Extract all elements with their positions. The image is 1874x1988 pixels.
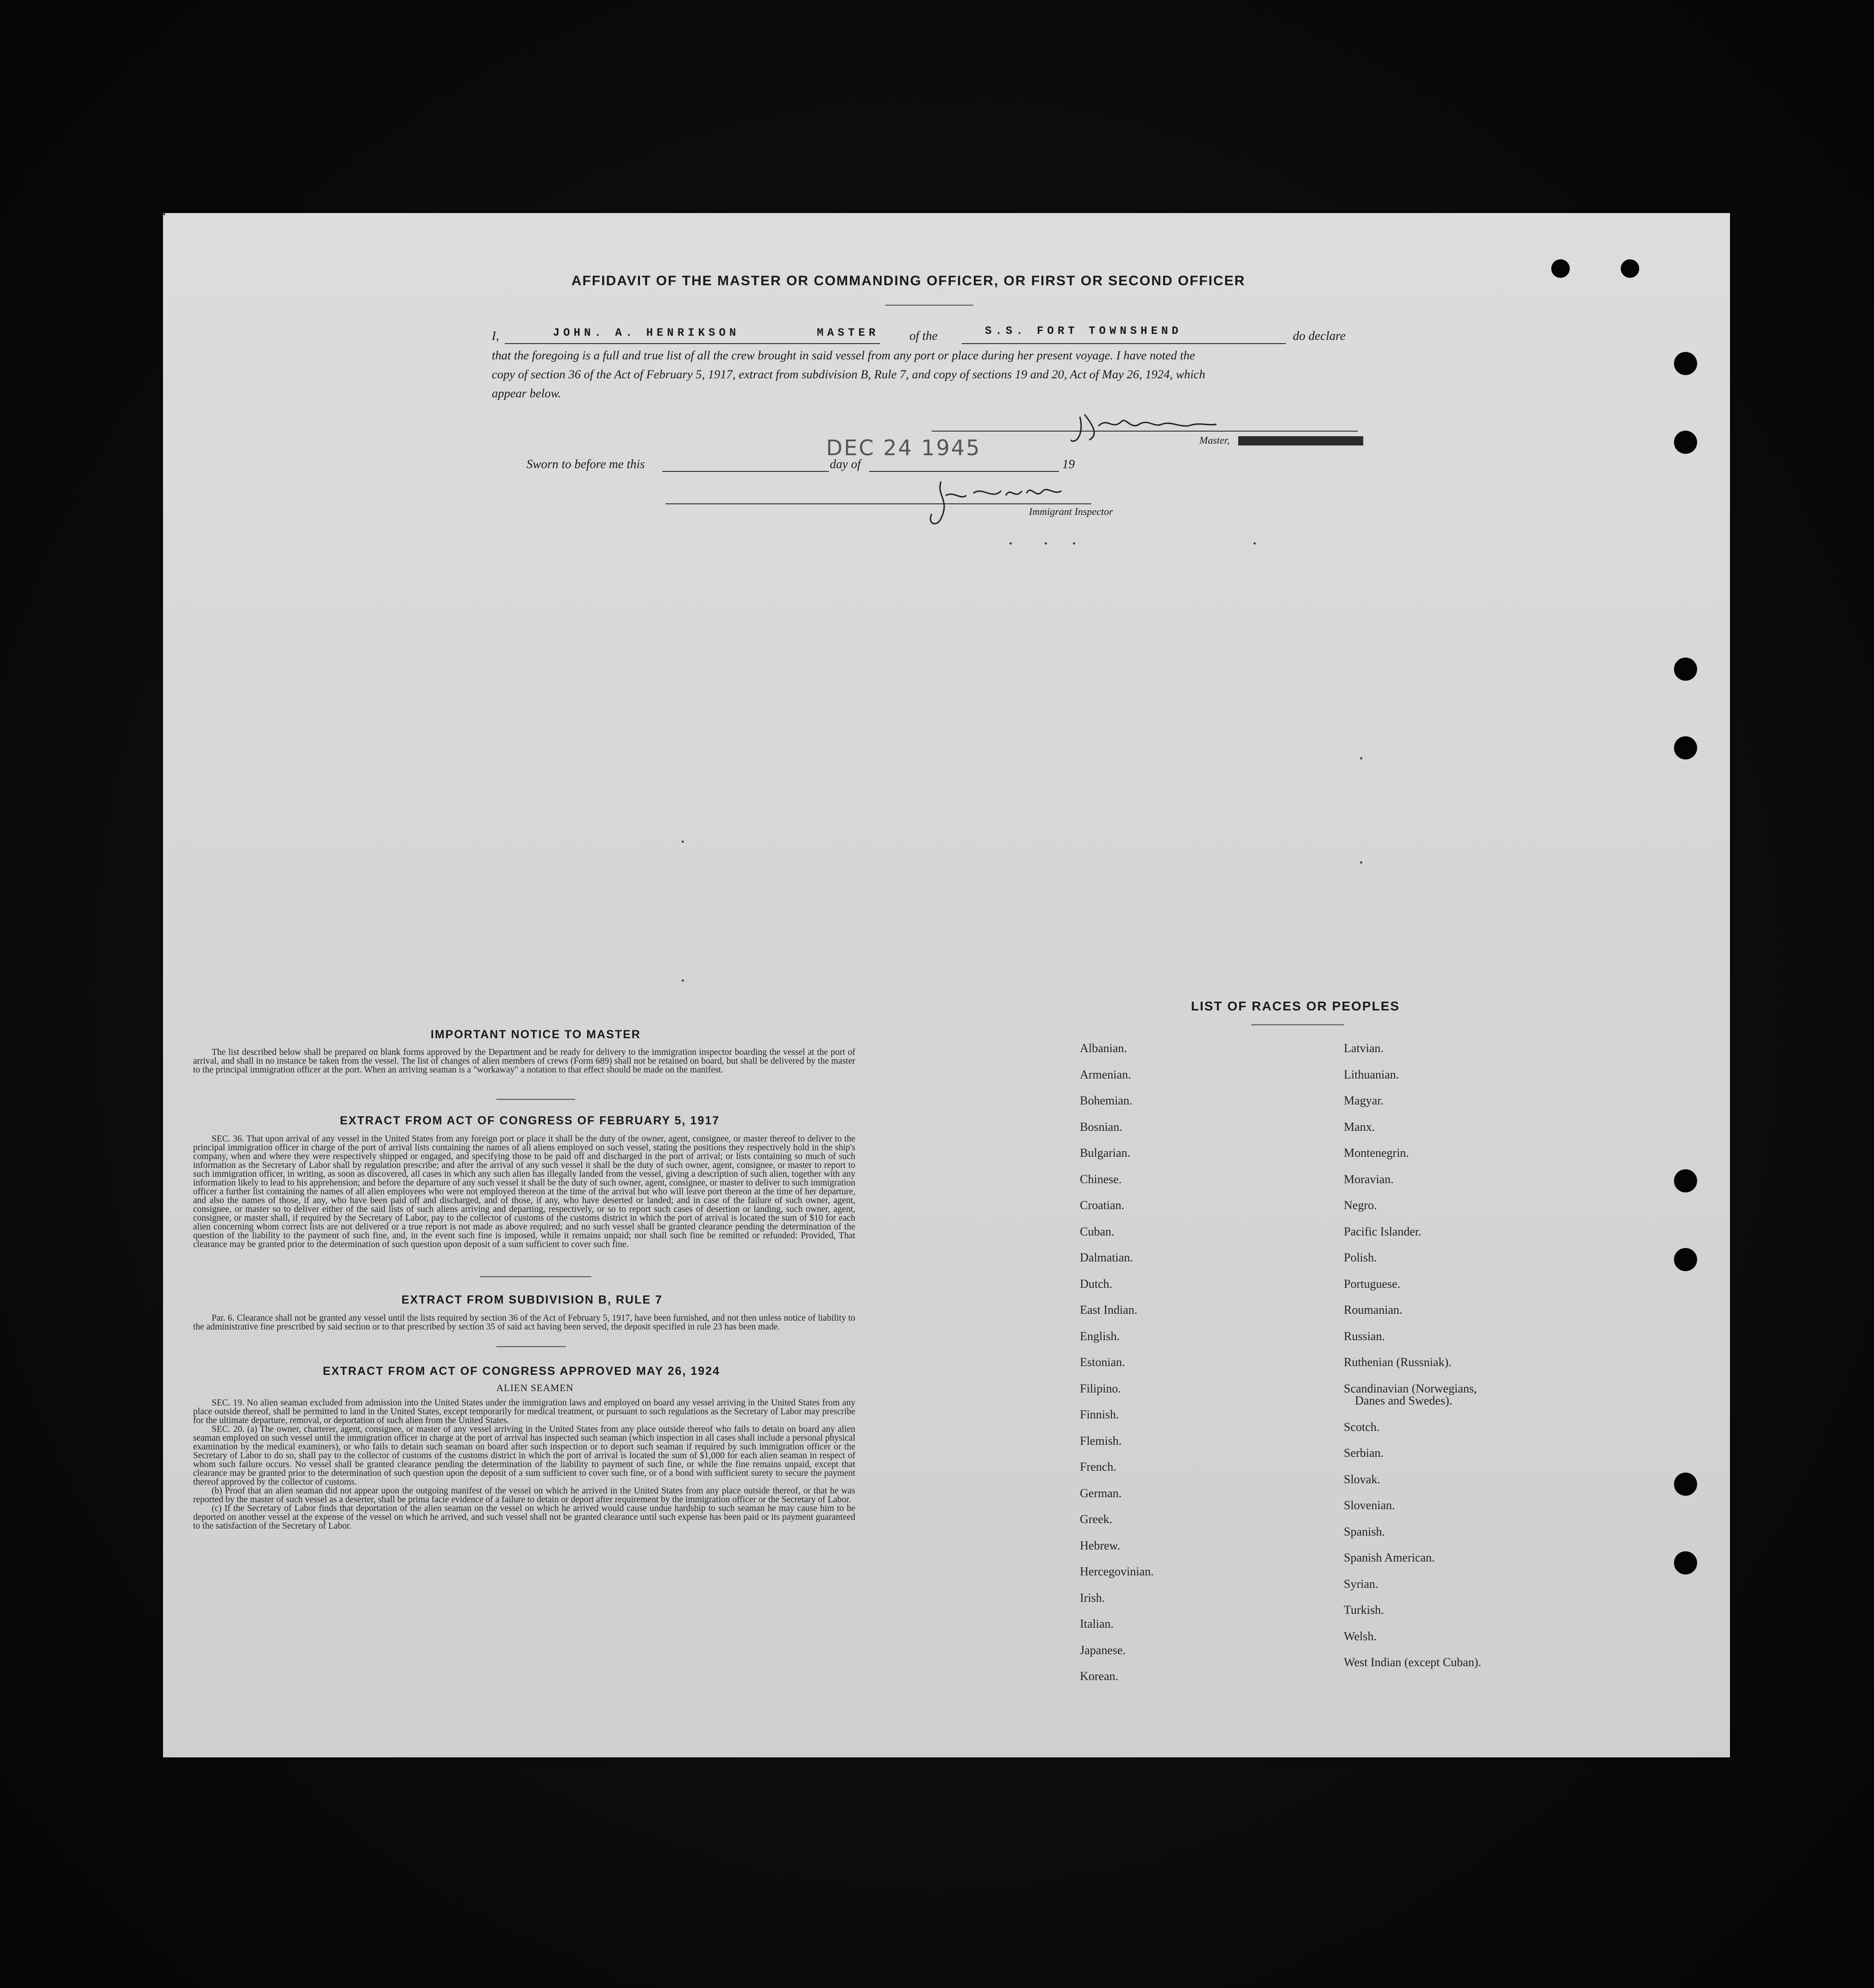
sec20a-paragraph: SEC. 20. (a) The owner, charterer, agent, consignee, or master of any vessel arriving in the United States from any place outside thereof who fails to detain on board any alien seaman employed on such vessel until the immigration officer in charge at the port of arrival has inspected such seaman (which inspection in all cases shall include a personal physical examination by the medical examiners), or who fails to detain such seaman on board after such inspection or to deport such seaman if required by such immigration officer or the Secretary of Labor to do so, shall pay to the collector of customs of the customs district in which the port of arrival is located the sum of $1,000 for each alien seaman in respect of whom such failure occurs. No vessel shall be granted clearance pending the determination of the liability to payment of such fine, or while the fine remains unpaid, except that clearance may be granted prior to the determination of such question upon the deposit of a sum sufficient to cover such fine, or of a bond with sufficient surety to secure the payment thereof approved by the collector of customs. — [193, 1424, 855, 1487]
notice-title: IMPORTANT NOTICE TO MASTER — [431, 1028, 641, 1041]
sec19-paragraph: SEC. 19. No alien seaman excluded from admission into the United States under the immigration laws and employed on board any vessel arriving in the United States from any place outside thereof, shall be permitted to land in the United States, except temporarily for medical treatment, or pursuant to such regulations as the Secretary of Labor may prescribe for the ultimate departure, removal, or deportation of such alien from the United States. — [193, 1398, 855, 1425]
divider — [1251, 1024, 1344, 1025]
race-item: Hebrew. — [1080, 1538, 1121, 1552]
race-item: Finnish. — [1080, 1408, 1119, 1421]
extract-1924-text — [193, 1398, 855, 1530]
race-item: Bosnian. — [1080, 1120, 1122, 1134]
rule7-paragraph: Par. 6. Clearance shall not be granted any vessel until the lists required by section 36 of the Act of February 5, 1917, have been furnished, and not then unless notice of liability to the administrative fine prescribed by said section or to that prescribed by section 35 of said act having been served, the deposit specified in rule 23 has been made. — [193, 1313, 855, 1332]
race-item: Japanese. — [1080, 1643, 1126, 1657]
race-item: Estonian. — [1080, 1355, 1125, 1369]
speck — [1360, 757, 1362, 759]
master-signature — [1071, 408, 1219, 449]
speck — [682, 840, 684, 843]
race-item: Croatian. — [1080, 1198, 1125, 1212]
vessel-line — [962, 343, 1286, 344]
race-item: English. — [1080, 1329, 1120, 1343]
sworn-day: day of — [830, 457, 861, 471]
race-item: Polish. — [1344, 1251, 1377, 1264]
races-title: LIST OF RACES OR PEOPLES — [1191, 999, 1400, 1013]
document-page — [163, 213, 1730, 1757]
race-item: Korean. — [1080, 1669, 1119, 1683]
race-item: Welsh. — [1344, 1629, 1377, 1643]
sworn-prefix: Sworn to before me this — [526, 457, 645, 471]
punch-hole — [1674, 1248, 1697, 1271]
extract-1917-text — [193, 1135, 855, 1249]
race-item: Hercegovinian. — [1080, 1565, 1154, 1578]
notice-paragraph: The list described below shall be prepared on blank forms approved by the Department and be ready for delivery to the immigration inspector boarding the vessel at the port of arrival, and shall in no instance be taken from the vessel. The list of changes of alien members of crews (Form 689) shall not be retained on board, but shall be delivered by the master to the principal immigration officer at the port. When an arriving seaman is a "workaway" a notation to that effect should be made on the manifest. — [193, 1047, 855, 1075]
race-item: Bohemian. — [1080, 1094, 1133, 1107]
race-item: Latvian. — [1344, 1041, 1384, 1055]
race-item: Spanish American. — [1344, 1551, 1435, 1564]
race-item: Lithuanian. — [1344, 1067, 1399, 1081]
punch-hole — [1621, 259, 1639, 278]
race-item: Danes and Swedes). — [1355, 1394, 1453, 1407]
extract-1917-title: EXTRACT FROM ACT OF CONGRESS OF FEBRUARY 5, 1917 — [340, 1114, 720, 1127]
race-item: Manx. — [1344, 1120, 1375, 1134]
race-item: Scotch. — [1344, 1420, 1380, 1434]
race-item: Turkish. — [1344, 1603, 1384, 1617]
race-item: Montenegrin. — [1344, 1146, 1409, 1160]
race-item: Albanian. — [1080, 1041, 1127, 1055]
race-item: Slovak. — [1344, 1472, 1380, 1486]
race-item: Italian. — [1080, 1617, 1114, 1631]
struck-out-text — [1238, 436, 1363, 445]
race-item: Serbian. — [1344, 1446, 1384, 1460]
race-item: Spanish. — [1344, 1524, 1385, 1538]
race-item: Magyar. — [1344, 1094, 1384, 1107]
race-item: Ruthenian (Russniak). — [1344, 1355, 1452, 1369]
race-item: Russian. — [1344, 1329, 1385, 1343]
race-item: Chinese. — [1080, 1172, 1122, 1186]
date-stamp: DEC 24 1945 — [826, 435, 981, 460]
speck — [682, 979, 684, 982]
punch-hole — [1674, 1551, 1697, 1574]
notice-text — [193, 1048, 855, 1074]
race-item: Negro. — [1344, 1198, 1377, 1212]
punch-hole — [1674, 736, 1697, 759]
extract-rule7-text — [193, 1314, 855, 1331]
speck — [1045, 542, 1047, 545]
divider — [480, 1276, 591, 1277]
declarant-line — [505, 343, 880, 344]
speck — [163, 213, 165, 215]
race-item: Armenian. — [1080, 1067, 1131, 1081]
race-item: German. — [1080, 1486, 1122, 1500]
punch-hole — [1674, 1169, 1697, 1192]
race-item: Pacific Islander. — [1344, 1224, 1422, 1238]
race-item: Syrian. — [1344, 1577, 1379, 1591]
sec20b-paragraph: (b) Proof that an alien seaman did not appear upon the outgoing manifest of the vessel on which he arrived in the United States from any place outside thereof, or that he was reported by the master of such vessel as a deserter, shall be prima facie evidence of a failure to detain or deport after requirement by the immigration officer or the Secretary of Labor. — [193, 1486, 855, 1505]
divider — [496, 1346, 566, 1347]
affidavit-title: AFFIDAVIT OF THE MASTER OR COMMANDING OFFICER, OR FIRST OR SECOND OFFICER — [571, 273, 1246, 288]
divider — [885, 305, 973, 306]
race-item: French. — [1080, 1460, 1116, 1474]
declarant-prefix: I, — [492, 329, 499, 343]
master-label: Master, — [1199, 434, 1230, 446]
race-item: Cuban. — [1080, 1224, 1115, 1238]
race-item: Dalmatian. — [1080, 1251, 1133, 1264]
speck — [1254, 542, 1256, 545]
vessel-name: S.S. FORT TOWNSHEND — [985, 325, 1182, 338]
race-item: Irish. — [1080, 1591, 1105, 1605]
race-item: Flemish. — [1080, 1434, 1122, 1448]
speck — [1009, 542, 1012, 545]
race-item: Bulgarian. — [1080, 1146, 1131, 1160]
punch-hole — [1674, 431, 1697, 454]
race-item: Portuguese. — [1344, 1277, 1401, 1291]
affidavit-body: appear below. — [492, 386, 561, 400]
race-item: Slovenian. — [1344, 1499, 1395, 1512]
speck — [1073, 542, 1075, 545]
extract-rule7-title: EXTRACT FROM SUBDIVISION B, RULE 7 — [401, 1293, 663, 1306]
races-left-column — [1080, 1035, 1154, 1690]
alien-seamen-subtitle: ALIEN SEAMEN — [496, 1382, 574, 1393]
sec36-paragraph: SEC. 36. That upon arrival of any vessel in the United States from any foreign port or place it shall be the duty of the owner, agent, consignee, or master thereof to deliver to the principal immigration officer in charge of the port of arrival lists containing the names of all aliens employed on such vessel, stating the positions they respectively hold in the ship's company, when and where they were respectively shipped or engaged, and specifying those to be paid off and discharged in the port of arrival; or lists containing so much of such information as the Secretary of Labor shall by regulation prescribe; and after the arrival of any such vessel it shall be the duty of such owner, agent, consignee, or master to report to such immigration officer, in writing, as soon as discovered, all cases in which any such alien has illegally landed from the vessel, giving a description of such alien, together with any information likely to lead to his apprehension; and before the departure of any such vessel it shall be the duty of such owner, agent, consignee, or master to deliver to such immigration officer a further list containing the names of all alien employees who were not employed thereon at the time of the arrival but who will leave port thereon at the time of her departure, and also the names of those, if any, who have been paid off and discharged, and of those, if any, who have deserted or landed; and in case of the failure of such owner, agent, consignee, or master so to deliver either of the said lists of such aliens arriving and departing, respectively, or so to report such cases of desertion or landing, such owner, agent, consignee, or master shall, if required by the Secretary of Labor, pay to the collector of customs of the customs district in which the port of arrival is located the sum of $10 for each alien concerning whom correct lists are not delivered or a true report is not made as above required; and no such vessel shall be granted clearance pending the determination of the question of the liability to the payment of such fine, and, in the event such fine is imposed, while it remains unpaid; nor shall such fine be remitted or refunded: Provided, That clearance may be granted prior to the determination of such question upon deposit of a sum sufficient to cover such fine. — [193, 1134, 855, 1249]
race-item: Roumanian. — [1344, 1303, 1403, 1317]
punch-hole — [1674, 1473, 1697, 1496]
declarant-rank: MASTER — [817, 327, 879, 339]
of-the: of the — [909, 329, 938, 343]
declarant-name: JOHN. A. HENRIKSON — [553, 327, 740, 339]
inspector-signature — [922, 477, 1075, 533]
race-item: Greek. — [1080, 1512, 1113, 1526]
punch-hole — [1674, 352, 1697, 375]
race-item: Moravian. — [1344, 1172, 1394, 1186]
divider — [496, 1099, 575, 1100]
extract-1924-title: EXTRACT FROM ACT OF CONGRESS APPROVED MAY 26, 1924 — [323, 1365, 721, 1378]
race-item: East Indian. — [1080, 1303, 1138, 1317]
inspector-label: Immigrant Inspector — [1029, 506, 1113, 517]
sworn-month-line — [869, 471, 1059, 472]
do-declare: do declare — [1293, 329, 1346, 343]
speck — [1360, 861, 1362, 864]
sworn-year: 19 — [1062, 457, 1075, 471]
affidavit-body: that the foregoing is a full and true list of all the crew brought in said vessel from any port or place during her present voyage. I have noted the — [492, 348, 1195, 362]
sec20c-paragraph: (c) If the Secretary of Labor finds that deportation of the alien seaman on the vessel on which he arrived would cause undue hardship to such seaman he may cause him to be deported on another vessel at the expense of the vessel on which he arrived, and such vessel shall not be granted clearance until such expense has been paid or its payment guaranteed to the satisfaction of the Secretary of Labor. — [193, 1504, 855, 1531]
races-right-column — [1344, 1035, 1481, 1676]
race-item: Dutch. — [1080, 1277, 1113, 1291]
race-item: Filipino. — [1080, 1381, 1121, 1395]
race-item: West Indian (except Cuban). — [1344, 1656, 1481, 1669]
punch-hole — [1674, 658, 1697, 681]
affidavit-body: copy of section 36 of the Act of February 5, 1917, extract from subdivision B, Rule 7, and copy of sections 19 and 20, Act of May 26, 1924, which — [492, 367, 1205, 381]
race-item: Scandinavian (Norwegians, — [1344, 1381, 1477, 1395]
sworn-day-line — [662, 471, 829, 472]
punch-hole — [1551, 259, 1570, 278]
